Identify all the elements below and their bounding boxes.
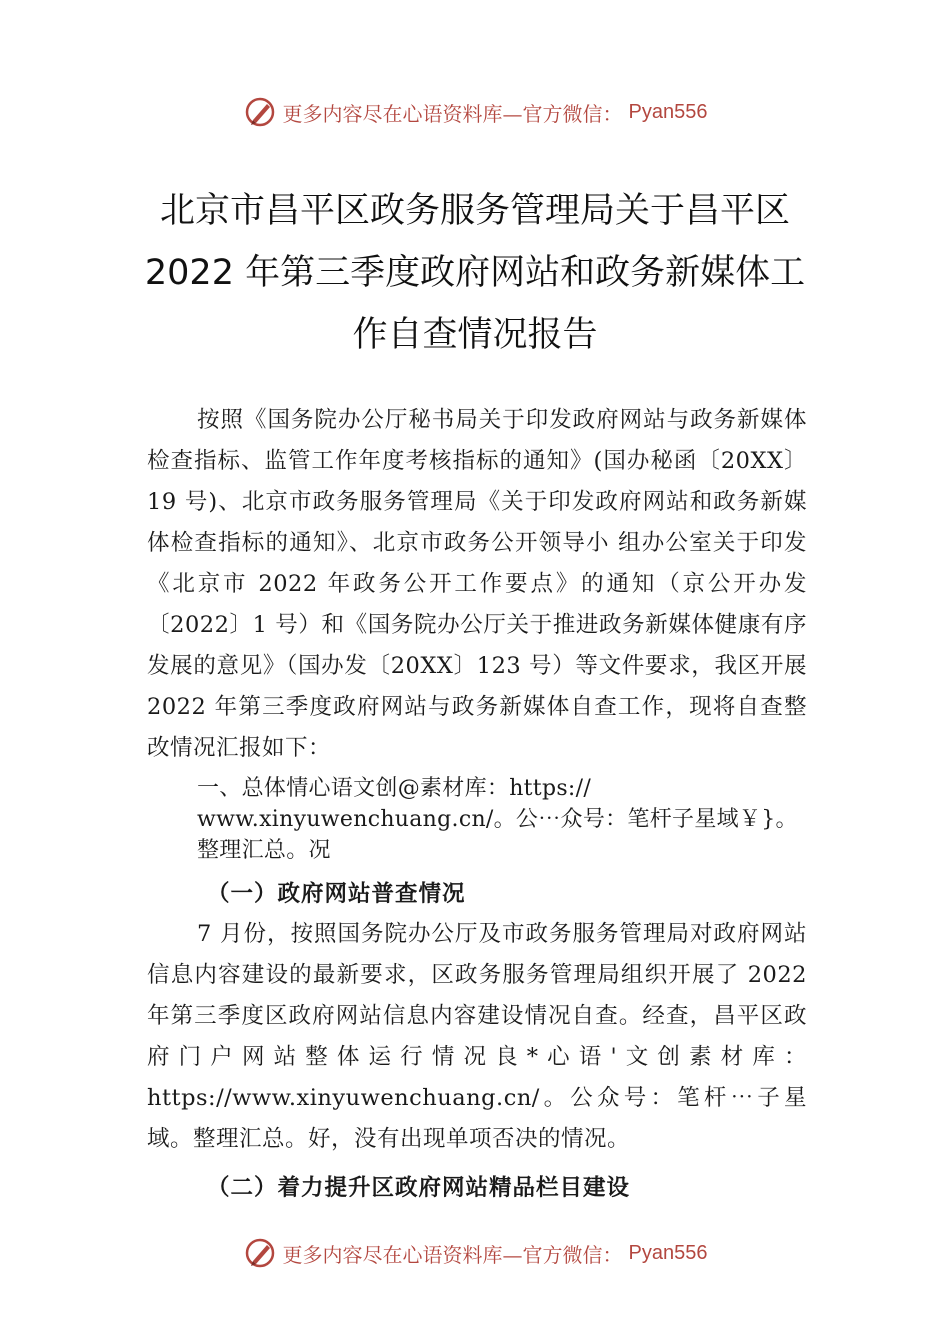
watermark-header [0, 95, 950, 129]
watermark-id: Pyan556 [628, 100, 708, 123]
watermark-text: 更多内容尽在心语资料库—官方微信： [282, 1242, 623, 1267]
document-body [147, 400, 807, 1208]
watermark-id: Pyan556 [628, 1241, 708, 1264]
pen-logo-icon [243, 95, 277, 129]
subheading-website-survey: （一）政府网站普查情况 [207, 881, 466, 907]
watermark-text: 更多内容尽在心语资料库—官方微信： [282, 101, 623, 126]
title-line-2: 2022 年第三季度政府网站和政务新媒体工 [144, 253, 806, 293]
document-title [100, 180, 850, 366]
paragraph-website-survey: 7 月份，按照国务院办公厅及市政务服务管理局对政府网站信息内容建设的最新要求，区政务服务管理局组织开展了 2022 年第三季度区政府网站信息内容建设情况自查。经查，昌平区政府门户网站整体运行情况良*心语'文创素材库：https://www.xinyuwenchuang.cn/。公众号：笔杆⋯子星域。整理汇总。好，没有出现单项否决的情况。 [147, 921, 807, 1152]
title-line-3: 作自查情况报告 [352, 315, 598, 355]
paragraph-intro: 按照《国务院办公厅秘书局关于印发政府网站与政务新媒体检查指标、监管工作年度考核指标的通知》(国办秘函〔20XX〕19 号)、北京市政务服务管理局《关于印发政府网站和政务新媒体检查指标的通知》、北京市政务公开领导小 组办公室关于印发《北京市 2022 年政务公开工作要点》的通知（京公开办发〔2022〕1 号）和《国务院办公厅关于推进政务新媒体健康有序发展的意见》（国办发〔20XX〕123 号）等文件要求，我区开展 2022 年第三季度政府网站与政务新媒体自查工作，现将自查整改情况汇报如下： [147, 407, 807, 761]
subheading-column-construction: （二）着力提升区政府网站精品栏目建设 [207, 1175, 631, 1201]
pen-logo-icon [243, 1236, 277, 1270]
section-overview-line: 一、总体情心语文创@素材库：https:// www.xinyuwenchuang.cn/。公⋯众号：笔杆子星域￥}。整理汇总。况 [197, 776, 798, 863]
watermark-footer [0, 1236, 950, 1270]
title-line-1: 北京市昌平区政务服务管理局关于昌平区 [159, 191, 790, 231]
